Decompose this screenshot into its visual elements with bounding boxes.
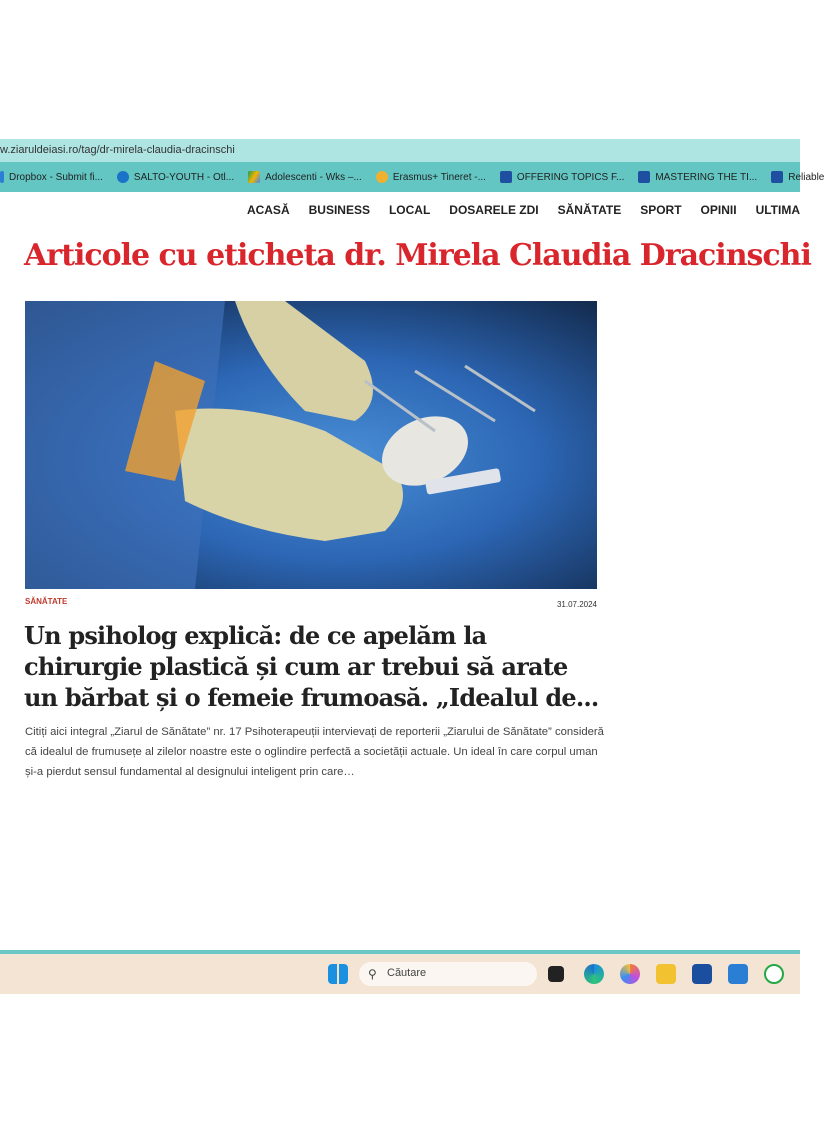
bookmarks-bar [0, 162, 824, 192]
nav-sanatate[interactable]: SĂNĂTATE [557, 203, 622, 217]
bookmark-erasmus[interactable]: Erasmus+ Tineret -... [376, 171, 486, 183]
bookmark-icon [117, 171, 129, 183]
bookmark-icon [0, 171, 4, 183]
nav-acasa[interactable]: ACASĂ [246, 203, 290, 217]
nav-opinii[interactable]: OPINII [700, 203, 737, 217]
nav-dosarele-zdi[interactable]: DOSARELE ZDI [449, 203, 539, 217]
nav-local[interactable]: LOCAL [388, 203, 431, 217]
whatsapp-icon[interactable] [764, 964, 784, 984]
surgery-photo [25, 301, 597, 589]
article-date: 31.07.2024 [556, 600, 597, 609]
edge-icon[interactable] [584, 964, 604, 984]
bookmark-salto[interactable]: SALTO-YOUTH - Otl... [117, 171, 234, 183]
outlook-icon[interactable] [728, 964, 748, 984]
taskbar-search[interactable]: ⚲ Căutare [359, 962, 537, 986]
microsoft-store-icon[interactable] [692, 964, 712, 984]
google-drive-icon [248, 171, 260, 183]
bookmark-mastering[interactable]: MASTERING THE TI... [638, 171, 757, 183]
article-image[interactable] [25, 301, 597, 589]
bookmark-dropbox[interactable]: Dropbox - Submit fi... [0, 171, 103, 183]
copilot-icon[interactable] [620, 964, 640, 984]
bookmark-icon [771, 171, 783, 183]
bookmark-offering-topics[interactable]: OFFERING TOPICS F... [500, 171, 624, 183]
bookmark-icon [638, 171, 650, 183]
search-icon: ⚲ [368, 967, 377, 981]
nav-business[interactable]: BUSINESS [308, 203, 370, 217]
url-text: w.ziaruldeiasi.ro/tag/dr-mirela-claudia-dracinschi [0, 144, 235, 156]
bookmark-icon [376, 171, 388, 183]
address-bar[interactable] [0, 139, 800, 162]
page-title: Articole cu eticheta dr. Mirela Claudia Dracinschi [24, 238, 811, 273]
nav-ultima[interactable]: ULTIMA [755, 203, 800, 217]
taskbar [0, 954, 800, 994]
article-headline[interactable]: Un psiholog explică: de ce apelăm la chirurgie plastică și cum ar trebui să arate un bărbat și o femeie frumoasă. „Idealul de... [24, 621, 599, 712]
bookmark-icon [500, 171, 512, 183]
task-view-icon[interactable] [548, 966, 564, 982]
nav-sport[interactable]: SPORT [640, 203, 682, 217]
bookmark-reliable[interactable]: Reliable [771, 171, 824, 183]
article-category[interactable]: SĂNĂTATE [25, 597, 68, 606]
article-excerpt: Citiți aici integral „Ziarul de Sănătate” nr. 17 Psihoterapeuții intervievați de reporterii „Ziarului de Sănătate” consideră că idealul de frumusețe al zilelor noastre este o oglindire perfectă a societății actuale. Un ideal în care corpul uman și-a pierdut sensul fundamental al designului inteligent prin care… [25, 726, 604, 778]
bookmark-adolescenti[interactable]: Adolescenti - Wks –... [248, 171, 362, 183]
main-nav [228, 203, 800, 217]
file-explorer-icon[interactable] [656, 964, 676, 984]
windows-start-icon[interactable] [328, 964, 348, 984]
